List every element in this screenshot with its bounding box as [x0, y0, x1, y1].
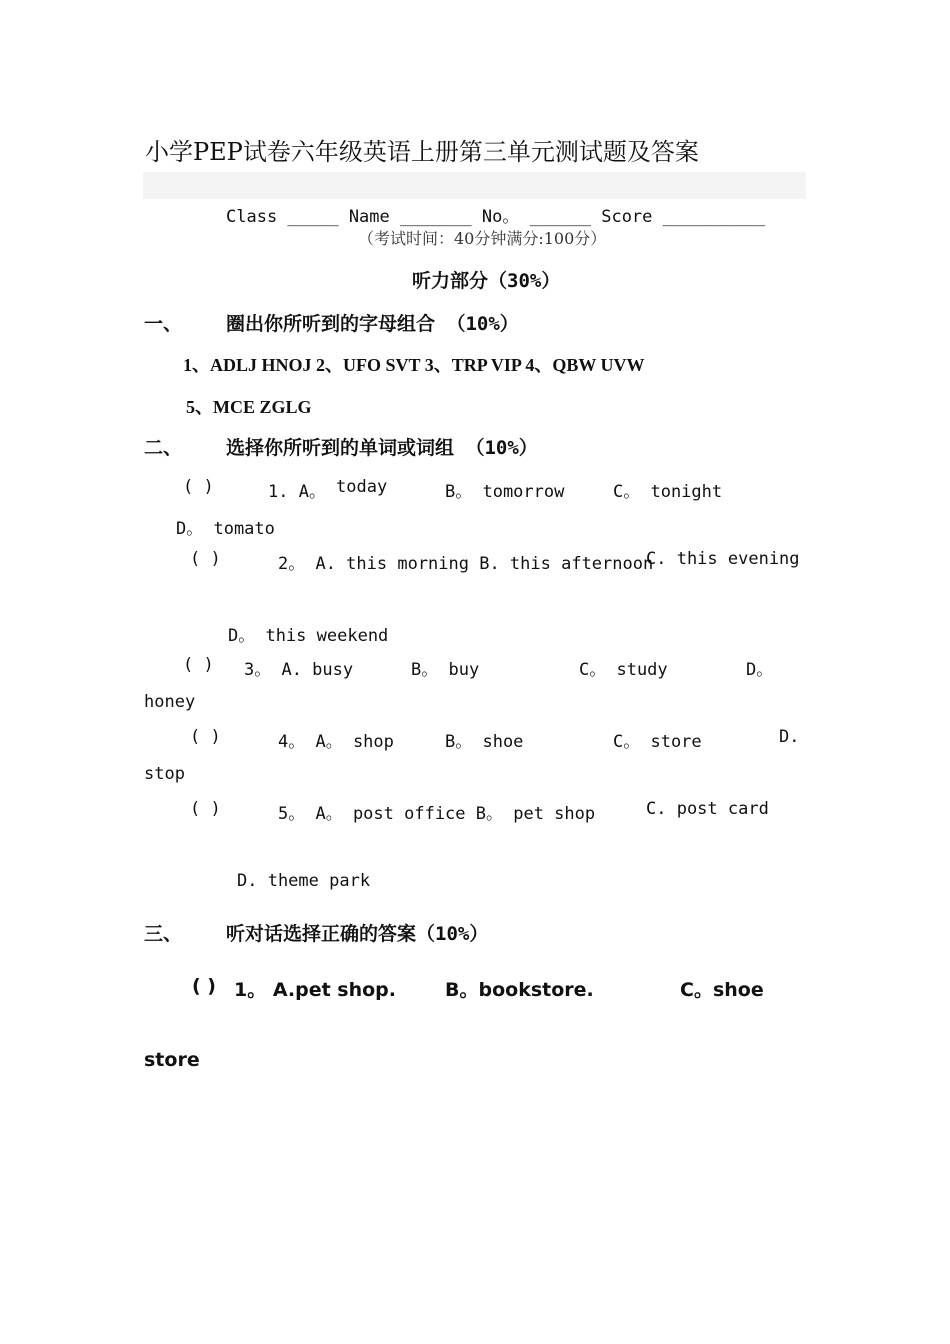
- q4-option-c: C。 store: [613, 732, 702, 752]
- section1-line1: 1、ADLJ HNOJ 2、UFO SVT 3、TRP VIP 4、QBW UVW: [183, 355, 645, 375]
- q3-bracket: ( ): [183, 655, 214, 675]
- q4-bracket: ( ): [190, 727, 221, 747]
- section2-title: 选择你所听到的单词或词组 （10%）: [226, 437, 538, 459]
- exam-time-note: （考试时间：40分钟满分:100分）: [358, 229, 607, 248]
- q4-option-d-text: stop: [144, 764, 185, 784]
- q5-option-c: C. post card: [646, 799, 769, 819]
- s3-q1-option-c-cont: store: [144, 1049, 200, 1071]
- q3-option-d-label: D。: [746, 660, 774, 680]
- q1-bracket: ( ): [183, 477, 214, 497]
- q3-option-d-text: honey: [144, 692, 196, 712]
- q1-option-c: C。 tonight: [613, 482, 723, 502]
- q1-option-a: today: [336, 477, 388, 497]
- section1-number: 一、: [144, 313, 183, 335]
- q2-line: 2。 A. this morning B. this afternoon: [278, 554, 654, 574]
- section1-line2: 5、MCE ZGLG: [186, 397, 312, 417]
- q3-option-c: C。 study: [579, 660, 668, 680]
- q5-bracket: ( ): [190, 799, 221, 819]
- q4-option-b: B。 shoe: [445, 732, 524, 752]
- section3-title: 听对话选择正确的答案（10%）: [226, 923, 489, 945]
- q2-bracket: ( ): [190, 549, 221, 569]
- q2-option-c: C. this evening: [646, 549, 800, 569]
- q3-option-b: B。 buy: [411, 660, 480, 680]
- q4-option-d-label: D.: [779, 727, 800, 747]
- q5-option-d: D. theme park: [237, 871, 371, 891]
- q1-number: 1. A。: [268, 482, 326, 502]
- student-info-line: Class _____ Name _______ No。 ______ Score __________: [226, 207, 765, 227]
- s3-q1-option-b: B。bookstore.: [445, 979, 594, 1001]
- q5-line: 5。 A。 post office B。 pet shop: [278, 804, 596, 824]
- section1-title: 圈出你所听到的字母组合 （10%）: [226, 313, 519, 335]
- page-title: 小学PEP试卷六年级英语上册第三单元测试题及答案: [145, 138, 699, 166]
- s3-q1-option-c: C。shoe: [680, 979, 764, 1001]
- q1-option-d: D。 tomato: [176, 519, 275, 539]
- listening-section-header: 听力部分（30%）: [412, 270, 561, 292]
- q1-option-b: B。 tomorrow: [445, 482, 565, 502]
- q4-line: 4。 A。 shop: [278, 732, 394, 752]
- section3-number: 三、: [144, 923, 183, 945]
- title-underline-shade: [143, 172, 806, 199]
- s3-q1-option-a: 1。 A.pet shop.: [234, 979, 397, 1001]
- section2-number: 二、: [144, 437, 183, 459]
- s3-q1-bracket: ( ): [192, 975, 216, 997]
- q2-option-d: D。 this weekend: [228, 626, 389, 646]
- q3-line: 3。 A. busy: [244, 660, 354, 680]
